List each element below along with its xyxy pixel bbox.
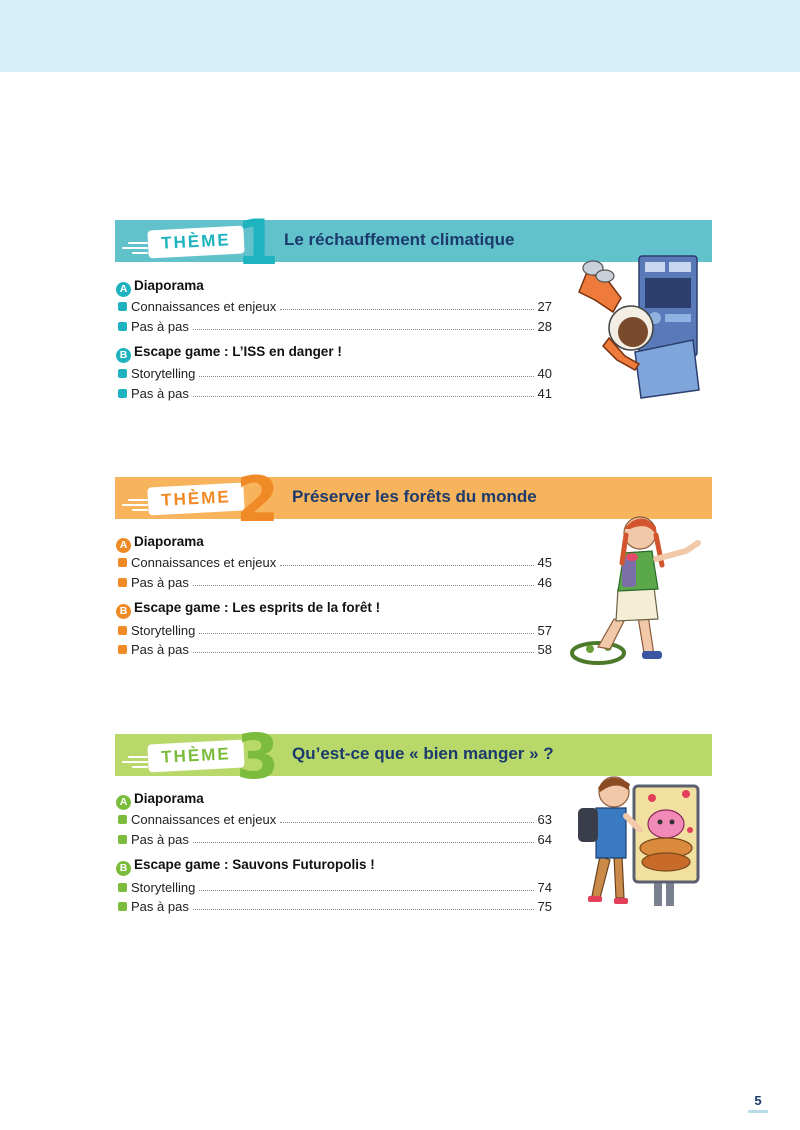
section-title: Diaporama (134, 791, 204, 806)
entry-page: 41 (537, 386, 552, 401)
theme-3 (0, 720, 800, 944)
square-bullet-icon (118, 578, 127, 587)
square-bullet-icon (118, 902, 127, 911)
toc-entry[interactable] (118, 363, 552, 381)
letter-b-icon: B (116, 348, 131, 363)
letter-a-icon: A (116, 282, 131, 297)
square-bullet-icon (118, 369, 127, 378)
entry-label: Storytelling (131, 880, 196, 895)
toc-entry[interactable] (118, 572, 552, 590)
astronaut-illustration (565, 252, 705, 402)
dot-leader (193, 329, 534, 330)
entry-label: Storytelling (131, 623, 196, 638)
dot-leader (193, 842, 534, 843)
entry-label: Pas à pas (131, 899, 189, 914)
entry-label: Storytelling (131, 366, 196, 381)
speed-lines-icon (118, 499, 148, 513)
dot-leader (280, 565, 533, 566)
section-title: Escape game : Les esprits de la forêt ! (134, 600, 381, 615)
dot-leader (193, 652, 534, 653)
letter-a-icon: A (116, 538, 131, 553)
square-bullet-icon (118, 558, 127, 567)
square-bullet-icon (118, 645, 127, 654)
dot-leader (199, 890, 533, 891)
section-title: Escape game : Sauvons Futuropolis ! (134, 857, 375, 872)
letter-b-icon: B (116, 604, 131, 619)
toc-entry[interactable] (118, 383, 552, 401)
dot-leader (280, 822, 533, 823)
dot-leader (280, 309, 533, 310)
entry-page: 27 (537, 299, 552, 314)
section-a-heading (116, 791, 204, 810)
entry-page: 46 (537, 575, 552, 590)
theme-number: 3 (236, 720, 280, 793)
square-bullet-icon (118, 815, 127, 824)
toc-entry[interactable] (118, 809, 552, 827)
section-a-heading (116, 278, 204, 297)
entry-page: 57 (537, 623, 552, 638)
page-number: 5 (754, 1093, 762, 1108)
toc-entry[interactable] (118, 296, 552, 314)
entry-page: 74 (537, 880, 552, 895)
toc-entry[interactable] (118, 620, 552, 638)
page-number-underline (748, 1110, 768, 1113)
square-bullet-icon (118, 302, 127, 311)
girl-forest-illustration (568, 507, 708, 667)
toc-entry[interactable] (118, 877, 552, 895)
entry-page: 28 (537, 319, 552, 334)
speed-lines-icon (118, 756, 148, 770)
theme-2 (0, 463, 800, 687)
entry-page: 75 (537, 899, 552, 914)
entry-label: Pas à pas (131, 832, 189, 847)
entry-page: 40 (537, 366, 552, 381)
toc-entry[interactable] (118, 896, 552, 914)
letter-a-icon: A (116, 795, 131, 810)
dot-leader (193, 909, 534, 910)
dot-leader (199, 376, 533, 377)
square-bullet-icon (118, 835, 127, 844)
theme-1 (0, 206, 800, 430)
entry-label: Connaissances et enjeux (131, 299, 277, 314)
top-band (0, 0, 800, 72)
toc-entry[interactable] (118, 316, 552, 334)
letter-b-icon: B (116, 861, 131, 876)
square-bullet-icon (118, 389, 127, 398)
entry-label: Pas à pas (131, 575, 189, 590)
section-a-heading (116, 534, 204, 553)
theme-badge: THÈME (147, 483, 244, 516)
entry-label: Connaissances et enjeux (131, 555, 277, 570)
theme-badge: THÈME (147, 226, 244, 259)
entry-page: 58 (537, 642, 552, 657)
theme-title: Le réchauffement climatique (284, 230, 515, 249)
toc-entry[interactable] (118, 552, 552, 570)
section-b-heading (116, 344, 342, 363)
entry-page: 64 (537, 832, 552, 847)
theme-title: Préserver les forêts du monde (292, 487, 537, 506)
dot-leader (199, 633, 533, 634)
toc-entry[interactable] (118, 829, 552, 847)
entry-label: Pas à pas (131, 319, 189, 334)
square-bullet-icon (118, 626, 127, 635)
section-b-heading (116, 600, 380, 619)
entry-label: Pas à pas (131, 386, 189, 401)
theme-number: 1 (236, 206, 280, 279)
entry-page: 63 (537, 812, 552, 827)
toc-entry[interactable] (118, 639, 552, 657)
entry-label: Pas à pas (131, 642, 189, 657)
dot-leader (193, 396, 534, 397)
theme-title: Qu’est-ce que « bien manger » ? (292, 744, 554, 763)
section-title: Escape game : L’ISS en danger ! (134, 344, 342, 359)
boy-billboard-illustration (570, 764, 705, 914)
section-b-heading (116, 857, 375, 876)
entry-label: Connaissances et enjeux (131, 812, 277, 827)
square-bullet-icon (118, 883, 127, 892)
dot-leader (193, 585, 534, 586)
entry-page: 45 (537, 555, 552, 570)
theme-badge: THÈME (147, 740, 244, 773)
speed-lines-icon (118, 242, 148, 256)
theme-number: 2 (236, 463, 280, 536)
square-bullet-icon (118, 322, 127, 331)
section-title: Diaporama (134, 278, 204, 293)
section-title: Diaporama (134, 534, 204, 549)
